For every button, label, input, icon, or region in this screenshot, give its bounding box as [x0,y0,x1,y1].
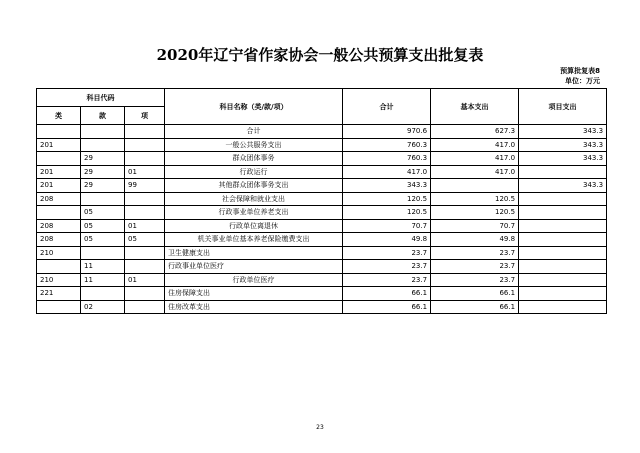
cell-lei [37,300,81,314]
cell-xiang [125,300,165,314]
table-row [37,125,607,139]
cell-lei: 208 [37,233,81,247]
cell-xiang: 01 [125,273,165,287]
cell-kuan [81,246,125,260]
cell-basic: 70.7 [431,219,519,233]
cell-project [519,246,607,260]
table-header [37,89,607,125]
cell-basic: 23.7 [431,246,519,260]
table-row [37,206,607,220]
cell-xiang [125,206,165,220]
cell-xiang [125,246,165,260]
cell-project [519,206,607,220]
cell-name: 行政单位离退休 [165,219,343,233]
cell-basic: 49.8 [431,233,519,247]
header-total: 合计 [343,89,431,125]
header-code-group: 科目代码 [37,89,165,107]
cell-xiang [125,287,165,301]
cell-lei: 201 [37,179,81,193]
cell-project: 343.3 [519,125,607,139]
cell-name: 行政事业单位医疗 [165,260,343,274]
cell-total: 760.3 [343,138,431,152]
cell-basic: 417.0 [431,165,519,179]
cell-kuan [81,125,125,139]
cell-basic: 66.1 [431,287,519,301]
cell-total: 66.1 [343,287,431,301]
cell-project: 343.3 [519,152,607,166]
cell-name: 住房改革支出 [165,300,343,314]
cell-project: 343.3 [519,138,607,152]
cell-basic: 120.5 [431,206,519,220]
table-row [37,219,607,233]
cell-lei [37,260,81,274]
cell-name: 住房保障支出 [165,287,343,301]
cell-total: 23.7 [343,246,431,260]
cell-kuan [81,287,125,301]
cell-xiang [125,260,165,274]
cell-xiang [125,192,165,206]
cell-xiang [125,125,165,139]
unit-label: 单位：万元 [565,77,600,85]
cell-total: 66.1 [343,300,431,314]
cell-kuan: 02 [81,300,125,314]
table-row [37,233,607,247]
cell-basic: 417.0 [431,138,519,152]
cell-name: 卫生健康支出 [165,246,343,260]
cell-total: 70.7 [343,219,431,233]
cell-total: 23.7 [343,273,431,287]
cell-total: 120.5 [343,206,431,220]
cell-kuan: 05 [81,233,125,247]
table-row [37,152,607,166]
header-project: 项目支出 [519,89,607,125]
table-row [37,287,607,301]
cell-project [519,165,607,179]
cell-xiang: 01 [125,165,165,179]
cell-project [519,233,607,247]
cell-basic: 23.7 [431,273,519,287]
cell-name: 行政事业单位养老支出 [165,206,343,220]
cell-project: 343.3 [519,179,607,193]
cell-basic: 120.5 [431,192,519,206]
cell-lei [37,152,81,166]
header-basic: 基本支出 [431,89,519,125]
cell-lei: 210 [37,246,81,260]
table-row [37,179,607,193]
header-kuan: 款 [81,107,125,125]
cell-total: 417.0 [343,165,431,179]
cell-project [519,192,607,206]
cell-lei [37,206,81,220]
cell-project [519,273,607,287]
cell-name: 机关事业单位基本养老保险缴费支出 [165,233,343,247]
cell-lei: 201 [37,138,81,152]
cell-lei: 208 [37,192,81,206]
cell-total: 49.8 [343,233,431,247]
cell-basic: 627.3 [431,125,519,139]
table-row [37,165,607,179]
cell-kuan: 11 [81,273,125,287]
cell-basic: 417.0 [431,152,519,166]
cell-name: 行政单位医疗 [165,273,343,287]
cell-lei: 210 [37,273,81,287]
table-row [37,260,607,274]
cell-kuan [81,192,125,206]
cell-lei [37,125,81,139]
cell-basic: 23.7 [431,260,519,274]
cell-total: 23.7 [343,260,431,274]
cell-project [519,287,607,301]
cell-total: 343.3 [343,179,431,193]
cell-kuan: 11 [81,260,125,274]
cell-xiang [125,138,165,152]
cell-kuan: 29 [81,179,125,193]
cell-total: 120.5 [343,192,431,206]
cell-xiang: 01 [125,219,165,233]
cell-lei: 221 [37,287,81,301]
cell-total: 760.3 [343,152,431,166]
document-title: 2020年辽宁省作家协会一般公共预算支出批复表 [156,46,484,64]
cell-project [519,300,607,314]
cell-kuan: 05 [81,206,125,220]
cell-name: 合计 [165,125,343,139]
table-row [37,192,607,206]
cell-project [519,219,607,233]
cell-project [519,260,607,274]
cell-name: 行政运行 [165,165,343,179]
cell-kuan: 29 [81,152,125,166]
table-row [37,300,607,314]
cell-kuan: 05 [81,219,125,233]
cell-name: 社会保障和就业支出 [165,192,343,206]
cell-kuan [81,138,125,152]
table-row [37,246,607,260]
cell-name: 群众团体事务 [165,152,343,166]
header-lei: 类 [37,107,81,125]
cell-kuan: 29 [81,165,125,179]
cell-basic: 66.1 [431,300,519,314]
table-body [37,125,607,314]
cell-name: 其他群众团体事务支出 [165,179,343,193]
table-row [37,273,607,287]
table-code: 预算批复表8 [560,67,600,75]
cell-lei: 208 [37,219,81,233]
header-xiang: 项 [125,107,165,125]
header-name: 科目名称（类/款/项） [165,89,343,125]
table-row [37,138,607,152]
cell-total: 970.6 [343,125,431,139]
cell-basic [431,179,519,193]
cell-xiang [125,152,165,166]
page-number: 23 [316,424,324,431]
cell-lei: 201 [37,165,81,179]
cell-xiang: 05 [125,233,165,247]
cell-xiang: 99 [125,179,165,193]
budget-table [36,88,607,314]
cell-name: 一般公共服务支出 [165,138,343,152]
